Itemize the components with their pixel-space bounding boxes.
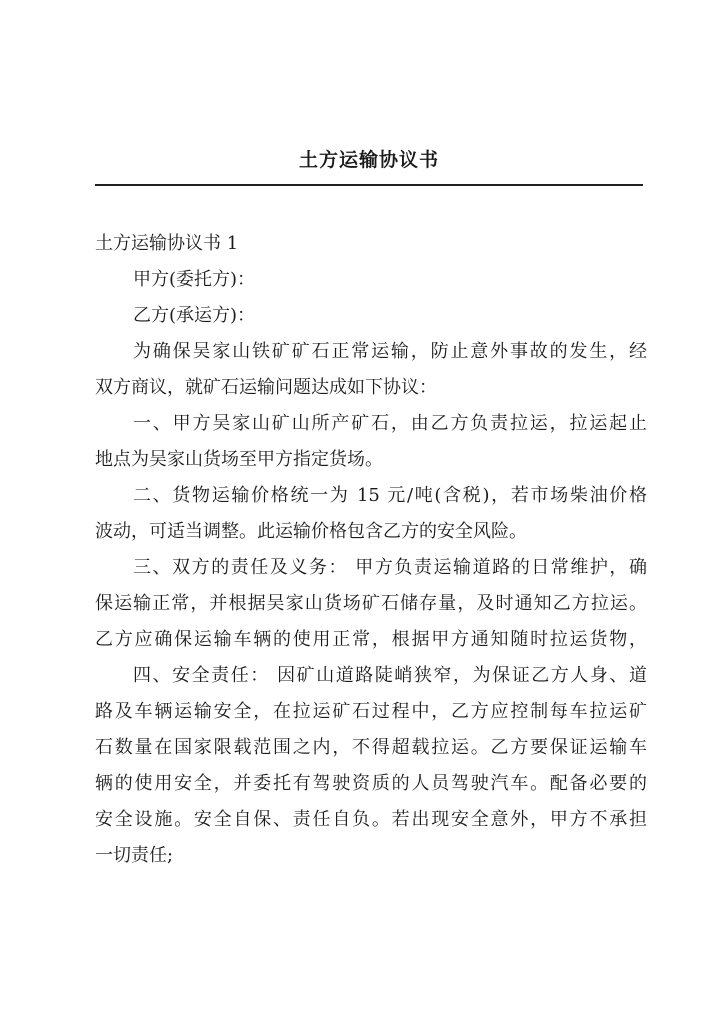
paragraph-line: 一、甲方吴家山矿山所产矿石，由乙方负责拉运，拉运起止 <box>133 413 647 434</box>
document-header <box>95 146 643 186</box>
paragraph-line: 四、安全责任： 因矿山道路陡峭狭窄，为保证乙方人身、道 <box>133 665 647 686</box>
document-title: 土方运输协议书 <box>298 149 439 171</box>
paragraph-line: 一切责任; <box>95 845 174 866</box>
paragraph-line: 辆的使用安全，并委托有驾驶资质的人员驾驶汽车。配备必要的 <box>95 773 647 794</box>
paragraph-line: 石数量在国家限载范围之内，不得超载拉运。乙方要保证运输车 <box>95 737 647 758</box>
paragraph-line: 路及车辆运输安全，在拉运矿石过程中，乙方应控制每车拉运矿 <box>95 701 647 722</box>
paragraph-line: 双方商议，就矿石运输问题达成如下协议： <box>95 377 437 398</box>
paragraph-line: 二、货物运输价格统一为 15 元/吨(含税)，若市场柴油价格 <box>133 485 647 506</box>
paragraph-line: 为确保吴家山铁矿矿石正常运输，防止意外事故的发生，经 <box>133 341 647 362</box>
paragraph-line: 乙方(承运方)： <box>133 305 256 326</box>
paragraph-line: 地点为吴家山货场至甲方指定货场。 <box>95 449 383 470</box>
paragraph-line: 安全设施。安全自保、责任自负。若出现安全意外，甲方不承担 <box>95 809 647 830</box>
paragraph-line: 乙方应确保运输车辆的使用正常，根据甲方通知随时拉运货物， <box>95 629 647 650</box>
document-body <box>95 226 647 874</box>
paragraph-line: 保运输正常，并根据吴家山货场矿石储存量，及时通知乙方拉运。 <box>95 593 647 614</box>
paragraph-line: 波动，可适当调整。此运输价格包含乙方的安全风险。 <box>95 521 527 542</box>
paragraph-line: 土方运输协议书 1 <box>95 233 239 254</box>
paragraph-line: 甲方(委托方)： <box>133 269 256 290</box>
paragraph-line: 三、双方的责任及义务： 甲方负责运输道路的日常维护，确 <box>133 557 647 578</box>
